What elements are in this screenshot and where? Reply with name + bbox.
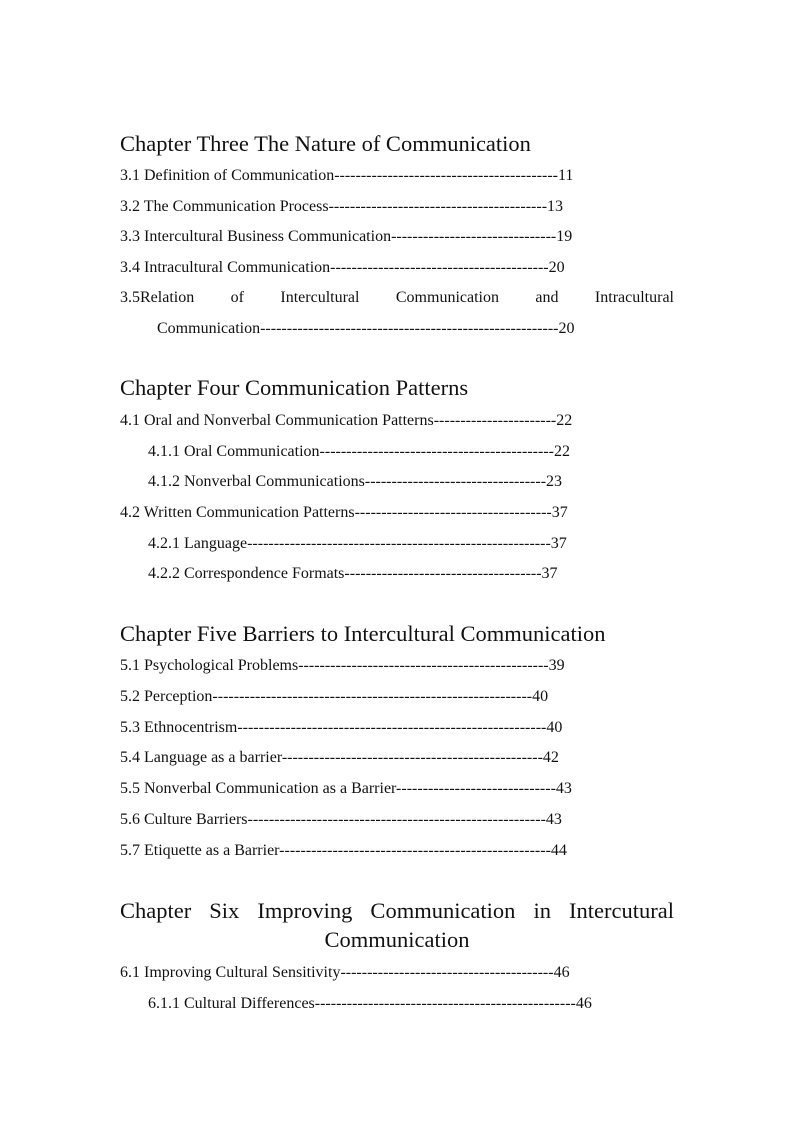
- toc-entry-4-1: 4.1 Oral and Nonverbal Communication Patterns-----------------------22: [120, 412, 573, 429]
- chapter-five-heading: Chapter Five Barriers to Intercultural Communication: [120, 621, 606, 646]
- toc-entry-5-6: 5.6 Culture Barriers--------------------------------------------------------43: [120, 811, 562, 828]
- toc-entry-3-3: 3.3 Intercultural Business Communication-------------------------------19: [120, 228, 573, 245]
- chapter-six-heading-continued: Communication: [324, 927, 470, 952]
- toc-entry-4-1-1: 4.1.1 Oral Communication--------------------------------------------22: [148, 443, 570, 460]
- toc-entry-3-4: 3.4 Intracultural Communication-----------------------------------------20: [120, 259, 565, 276]
- toc-entry-4-1-2: 4.1.2 Nonverbal Communications----------------------------------23: [148, 473, 563, 490]
- toc-entry-3-2: 3.2 The Communication Process-----------------------------------------13: [120, 198, 564, 215]
- toc-entry-3-1: 3.1 Definition of Communication------------------------------------------11: [120, 167, 574, 184]
- toc-entry-5-4: 5.4 Language as a barrier-------------------------------------------------42: [120, 749, 559, 766]
- chapter-six-heading: Chapter Six Improving Communication in Intercutural: [120, 898, 674, 923]
- toc-entry-5-7: 5.7 Etiquette as a Barrier---------------------------------------------------44: [120, 842, 567, 859]
- chapter-three-heading: Chapter Three The Nature of Communication: [120, 131, 531, 156]
- toc-entry-3-5-continued: Communication--------------------------------------------------------20: [157, 320, 575, 337]
- toc-entry-5-3: 5.3 Ethnocentrism----------------------------------------------------------40: [120, 719, 563, 736]
- toc-entry-5-5: 5.5 Nonverbal Communication as a Barrier------------------------------43: [120, 780, 572, 797]
- toc-entry-4-2: 4.2 Written Communication Patterns-------------------------------------37: [120, 504, 568, 521]
- chapter-four-heading: Chapter Four Communication Patterns: [120, 375, 469, 400]
- toc-entry-4-2-1: 4.2.1 Language---------------------------------------------------------37: [148, 535, 567, 552]
- toc-entry-3-5: 3.5Relation of Intercultural Communication and Intracultural: [120, 289, 674, 306]
- toc-entry-5-2: 5.2 Perception------------------------------------------------------------40: [120, 688, 549, 705]
- toc-entry-6-1-1: 6.1.1 Cultural Differences-------------------------------------------------46: [148, 995, 592, 1012]
- toc-entry-5-1: 5.1 Psychological Problems-----------------------------------------------39: [120, 657, 565, 674]
- toc-entry-6-1: 6.1 Improving Cultural Sensitivity----------------------------------------46: [120, 964, 570, 981]
- toc-entry-4-2-2: 4.2.2 Correspondence Formats-------------------------------------37: [148, 565, 558, 582]
